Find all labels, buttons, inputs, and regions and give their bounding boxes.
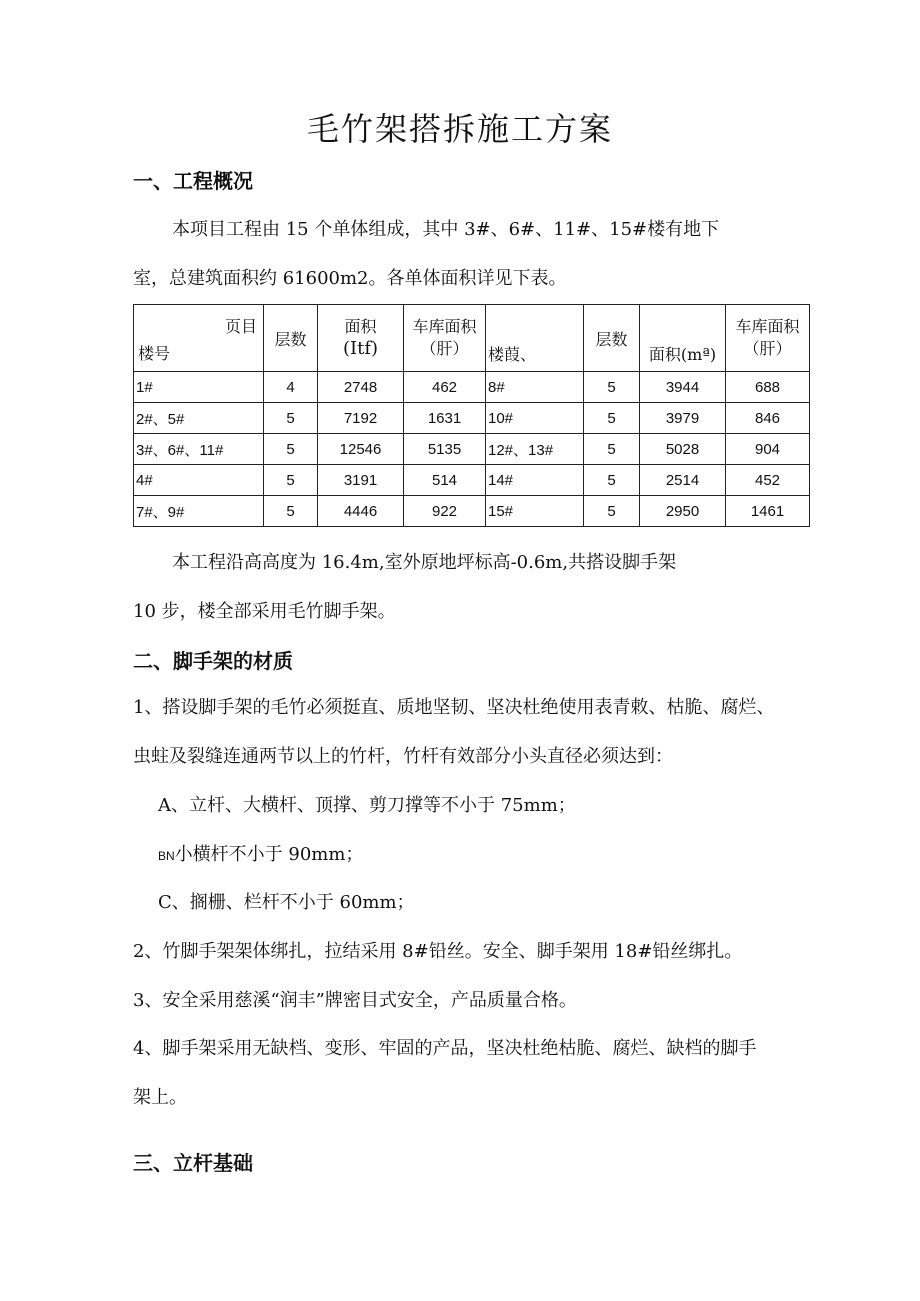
header-floors-2: 层数 — [584, 305, 640, 372]
cell-garage-2: 452 — [726, 465, 810, 496]
materials-sub-a: A、立杆、大横杆、顶撑、剪刀撑等不小于 75mm； — [158, 795, 576, 816]
header-area-line-1: 面积 — [344, 317, 377, 336]
cell-garage-2: 846 — [726, 403, 810, 434]
header-building-2: 楼葭、 — [486, 305, 584, 372]
sub-b-text: 小横杆不小于 90mm； — [174, 844, 364, 865]
header-area — [318, 305, 404, 372]
cell-area-2: 3979 — [640, 403, 726, 434]
table-header-row — [134, 305, 810, 372]
cell-building-2: 12#、13# — [486, 434, 584, 465]
section-heading-overview: 一、工程概况 — [133, 169, 253, 193]
cell-area: 12546 — [318, 434, 404, 465]
table-row — [134, 434, 810, 465]
header-garage-2-line-1: 车库面积 — [735, 317, 800, 336]
height-paragraph-line-1: 本工程沿高高度为 16.4m,室外原地坪标高-0.6m,共搭设脚手架 — [172, 552, 677, 573]
table-row — [134, 372, 810, 403]
cell-floors-2: 5 — [584, 434, 640, 465]
cell-building: 7#、9# — [134, 496, 264, 527]
table-row — [134, 465, 810, 496]
cell-area: 3191 — [318, 465, 404, 496]
cell-building: 2#、5# — [134, 403, 264, 434]
cell-garage: 5135 — [404, 434, 486, 465]
cell-garage-2: 904 — [726, 434, 810, 465]
cell-garage-2: 1461 — [726, 496, 810, 527]
document-title: 毛竹架搭拆施工方案 — [306, 110, 613, 148]
cell-building-2: 8# — [486, 372, 584, 403]
header-garage-2-line-2: （肝） — [743, 339, 792, 358]
overview-paragraph-line-1: 本项目工程由 15 个单体组成，其中 3#、6#、11#、15#楼有地下 — [172, 219, 720, 240]
cell-area-2: 5028 — [640, 434, 726, 465]
cell-floors: 5 — [264, 434, 318, 465]
header-building: 楼号 — [138, 344, 171, 363]
cell-floors: 4 — [264, 372, 318, 403]
cell-building-2: 14# — [486, 465, 584, 496]
cell-building: 1# — [134, 372, 264, 403]
table-row — [134, 496, 810, 527]
section-heading-foundation: 三、立杆基础 — [133, 1151, 253, 1175]
cell-garage: 922 — [404, 496, 486, 527]
cell-floors-2: 5 — [584, 496, 640, 527]
materials-item-4-line-1: 4、脚手架采用无缺档、变形、牢固的产品，坚决杜绝枯脆、腐烂、缺档的脚手 — [133, 1038, 757, 1059]
cell-building: 4# — [134, 465, 264, 496]
header-garage-line-2: （肝） — [420, 339, 469, 358]
cell-floors: 5 — [264, 403, 318, 434]
table-row — [134, 403, 810, 434]
cell-area: 4446 — [318, 496, 404, 527]
cell-garage-2: 688 — [726, 372, 810, 403]
materials-sub-c: C、搁栅、栏杆不小于 60mm； — [158, 892, 415, 913]
cell-floors-2: 5 — [584, 403, 640, 434]
cell-building: 3#、6#、11# — [134, 434, 264, 465]
header-garage — [404, 305, 486, 372]
cell-building-2: 10# — [486, 403, 584, 434]
materials-item-2: 2、竹脚手架架体绑扎，拉结采用 8#铅丝。安全、脚手架用 18#铅丝绑扎。 — [133, 941, 743, 962]
cell-area: 2748 — [318, 372, 404, 403]
cell-building-2: 15# — [486, 496, 584, 527]
cell-area: 7192 — [318, 403, 404, 434]
materials-item-3: 3、安全采用慈溪“润丰”牌密目式安全，产品质量合格。 — [133, 990, 577, 1011]
cell-garage: 1631 — [404, 403, 486, 434]
cell-floors: 5 — [264, 465, 318, 496]
header-area-line-2: (Itf) — [342, 338, 379, 359]
materials-item-1-line-2: 虫蛀及裂缝连通两节以上的竹杆，竹杆有效部分小头直径必须达到： — [133, 746, 673, 767]
header-garage-2 — [726, 305, 810, 372]
header-item: 页目 — [224, 317, 257, 336]
overview-paragraph-line-2: 室，总建筑面积约 61600m2。各单体面积详见下表。 — [133, 268, 567, 289]
cell-area-2: 3944 — [640, 372, 726, 403]
height-paragraph-line-2: 10 步，楼全部采用毛竹脚手架。 — [133, 601, 396, 622]
cell-floors-2: 5 — [584, 372, 640, 403]
cell-area-2: 2514 — [640, 465, 726, 496]
cell-floors-2: 5 — [584, 465, 640, 496]
section-heading-materials: 二、脚手架的材质 — [133, 649, 293, 673]
header-diagonal-cell — [134, 305, 264, 372]
cell-floors: 5 — [264, 496, 318, 527]
header-garage-line-1: 车库面积 — [412, 317, 477, 336]
materials-sub-b — [158, 840, 363, 866]
sub-b-marker: BN — [158, 849, 175, 863]
header-floors: 层数 — [264, 305, 318, 372]
materials-item-1-line-1: 1、搭设脚手架的毛竹必须挺直、质地坚韧、坚决杜绝使用表青敕、枯脆、腐烂、 — [133, 697, 775, 718]
cell-garage: 514 — [404, 465, 486, 496]
cell-garage: 462 — [404, 372, 486, 403]
cell-area-2: 2950 — [640, 496, 726, 527]
building-area-table — [133, 304, 810, 527]
materials-item-4-line-2: 架上。 — [133, 1087, 187, 1108]
header-area-2: 面积(mª) — [640, 305, 726, 372]
